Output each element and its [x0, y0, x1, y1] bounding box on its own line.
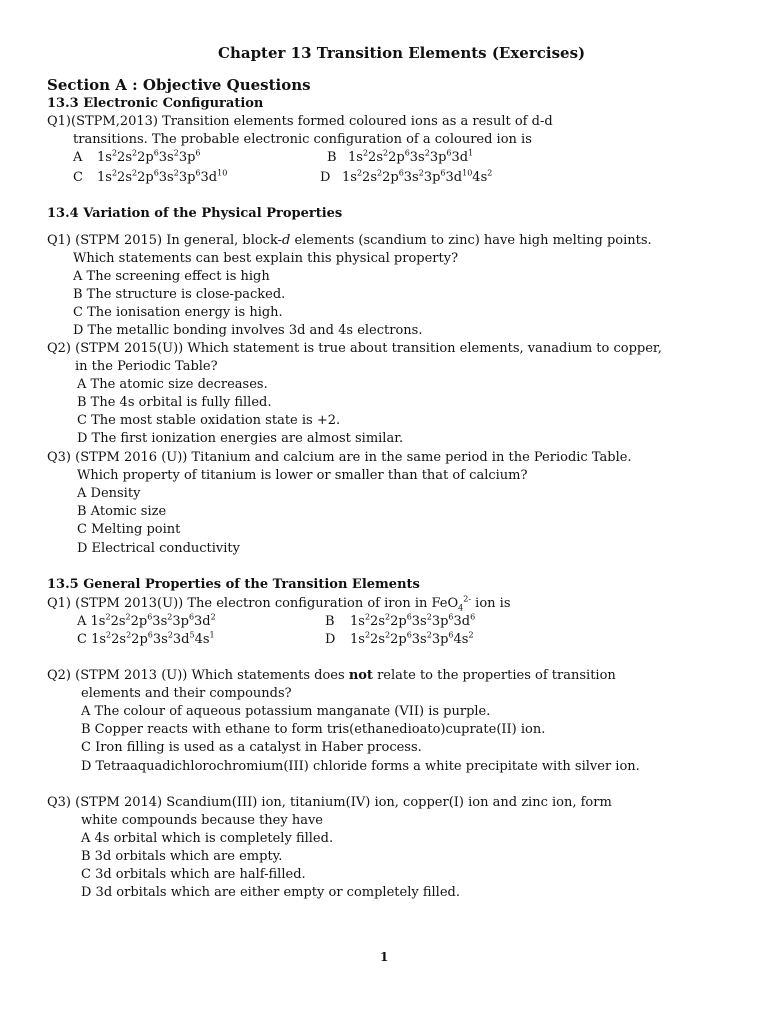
s134-q2-option-c: C The most stable oxidation state is +2. [77, 413, 341, 428]
s133-q1-option-a-letter: A [73, 150, 83, 165]
chapter-title: Chapter 13 Transition Elements (Exercises) [218, 44, 586, 62]
s133-q1-option-b-letter: B [327, 150, 337, 165]
s134-q2-line1: Q2) (STPM 2015(U)) Which statement is true about transition elements, vanadium to copper, [47, 341, 662, 356]
s135-q3-line2: white compounds because they have [81, 813, 324, 828]
s135-q1-option-d-letter: D [325, 632, 336, 647]
s134-q3-option-b: B Atomic size [77, 504, 167, 519]
s134-q3-option-c: C Melting point [77, 522, 181, 537]
s134-q1-option-a: A The screening effect is high [73, 269, 270, 284]
s135-q1-option-b-letter: B [325, 614, 335, 629]
s135-q2-option-a: A The colour of aqueous potassium manganate (VII) is purple. [81, 704, 491, 719]
s134-q3-option-a: A Density [77, 486, 141, 501]
section-13-4-heading: 13.4 Variation of the Physical Properties [47, 206, 343, 221]
s135-q3-line1: Q3) (STPM 2014) Scandium(III) ion, titanium(IV) ion, copper(I) ion and zinc ion, form [47, 795, 612, 810]
s134-q1-line2: Which statements can best explain this physical property? [73, 251, 459, 266]
s134-q2-option-a: A The atomic size decreases. [77, 377, 268, 392]
s133-q1-option-c: $1s^22s^22p^63s^23p^63d^{10}$ [97, 168, 228, 185]
s135-q2-option-c: C Iron filling is used as a catalyst in Haber process. [81, 740, 422, 755]
s135-q1-line1: Q1) (STPM 2013(U)) The electron configuration of iron in FeO$_4^{2-}$ ion is [47, 594, 511, 613]
page-number: 1 [380, 950, 389, 964]
s135-q1-option-d: $1s^22s^22p^63s^23p^64s^2$ [350, 630, 474, 647]
section-13-5-heading: 13.5 General Properties of the Transition Elements [47, 577, 420, 592]
s135-q2-line1: Q2) (STPM 2013 (U)) Which statements does not relate to the properties of transition [47, 668, 616, 683]
s135-q1-option-c: C $1s^22s^22p^63s^23d^54s^1$ [77, 630, 215, 647]
s133-q1-option-b: $1s^22s^22p^63s^23p^63d^1$ [348, 148, 474, 165]
s135-q2-option-b: B Copper reacts with ethane to form tris(ethanedioato)cuprate(II) ion. [81, 722, 546, 737]
s133-q1-line2: transitions. The probable electronic configuration of a coloured ion is [73, 132, 532, 147]
section-13-3-heading: 13.3 Electronic Configuration [47, 96, 264, 111]
s134-q1-option-c: C The ionisation energy is high. [73, 305, 283, 320]
s133-q1-line1: Q1)(STPM,2013) Transition elements formed coloured ions as a result of d-d [47, 114, 553, 129]
s134-q1-option-b: B The structure is close-packed. [73, 287, 286, 302]
section-a-heading: Section A : Objective Questions [47, 76, 311, 94]
s135-q2-line2: elements and their compounds? [81, 686, 292, 701]
s133-q1-option-a: $1s^22s^22p^63s^23p^6$ [97, 148, 201, 165]
s134-q2-option-d: D The first ionization energies are almost similar. [77, 431, 404, 446]
s134-q2-line2: in the Periodic Table? [75, 359, 218, 374]
s134-q3-option-d: D Electrical conductivity [77, 541, 241, 556]
s134-q1-option-d: D The metallic bonding involves 3d and 4s electrons. [73, 323, 423, 338]
s134-q3-line2: Which property of titanium is lower or smaller than that of calcium? [77, 468, 528, 483]
s134-q2-option-b: B The 4s orbital is fully filled. [77, 395, 272, 410]
s134-q3-line1: Q3) (STPM 2016 (U)) Titanium and calcium are in the same period in the Periodic Table. [47, 450, 632, 465]
s135-q1-option-b: $1s^22s^22p^63s^23p^63d^6$ [350, 612, 476, 629]
s135-q1-option-a: A $1s^22s^22p^63s^23p^63d^2$ [77, 612, 216, 629]
s135-q3-option-c: C 3d orbitals which are half-filled. [81, 867, 306, 882]
s133-q1-option-d-letter: D [320, 170, 331, 185]
s135-q3-option-a: A 4s orbital which is completely filled. [81, 831, 334, 846]
s133-q1-option-c-letter: C [73, 170, 83, 185]
s134-q1-line1: Q1) (STPM 2015) In general, block-d elements (scandium to zinc) have high melting points. [47, 233, 652, 248]
s135-q3-option-d: D 3d orbitals which are either empty or completely filled. [81, 885, 460, 900]
s135-q3-option-b: B 3d orbitals which are empty. [81, 849, 283, 864]
s135-q2-option-d: D Tetraaquadichlorochromium(III) chloride forms a white precipitate with silver ion. [81, 759, 640, 774]
s133-q1-option-d: $1s^22s^22p^63s^23p^63d^{10}4s^2$ [342, 168, 493, 185]
